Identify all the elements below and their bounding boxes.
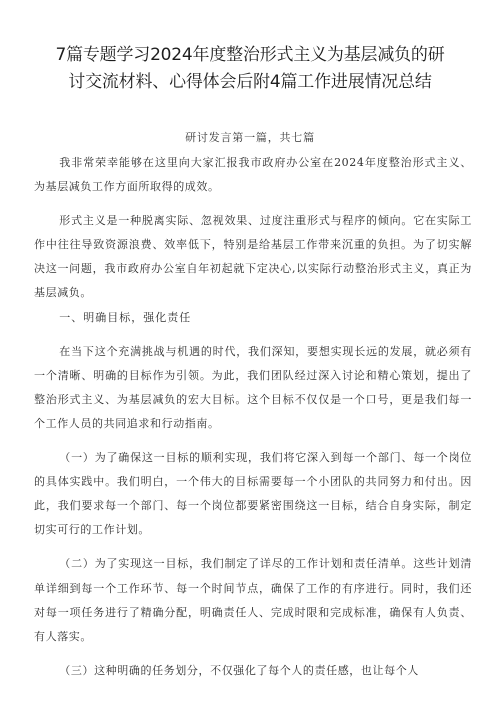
- section-paragraph: （三）这种明确的任务划分，不仅强化了每个人的责任感，也让每个人: [59, 663, 419, 677]
- section-heading: 一、明确目标，强化责任: [59, 310, 192, 324]
- section-paragraph: （一）为了确保这一目标的顺利实现，我们将它深入到每一个部门、每一个岗位的具体实践中。我们明白，一个伟大的目标需要每一个小团队的共同努力和付出。因此，我们要求每一个部门、每一个岗位都要紧密围绕这一目标，结合自身实际，制定切实可行的工作计划。: [34, 451, 472, 537]
- section-subtitle: 研讨发言第一篇，共七篇: [185, 131, 315, 144]
- intro-paragraph: 我非常荣幸能够在这里向大家汇报我市政府办公室在2024年度整治形式主义、为基层减负工作方面所取得的成效。: [34, 156, 472, 194]
- document-title-line-1: 7篇专题学习2024年度整治形式主义为基层减负的研: [55, 45, 445, 65]
- section-paragraph: （二）为了实现这一目标，我们制定了详尽的工作计划和责任清单。这些计划清单详细到每一个工作环节、每一个时间节点，确保了工作的有序进行。同时，我们还对每一项任务进行了精确分配，明确责任人、完成时限和完成标准，确保有人负责、有人落实。: [34, 557, 472, 643]
- intro-paragraph: 形式主义是一种脱离实际、忽视效果、过度注重形式与程序的倾向。它在实际工作中往往导致资源浪费、效率低下，特别是给基层工作带来沉重的负担。为了切实解决这一问题，我市政府办公室自年初起就下定决心,以实际行动整治形式主义，真正为基层减负。: [34, 214, 472, 300]
- section-paragraph: 在当下这个充满挑战与机遇的时代，我们深知，要想实现长远的发展，就必须有一个清晰、明确的目标作为引领。为此，我们团队经过深入讨论和精心策划，提出了整治形式主义、为基层减负的宏大目标。这个目标不仅仅是一个口号，更是我们每一个工作人员的共同追求和行动指南。: [34, 344, 472, 430]
- document-body: [34, 151, 472, 683]
- document-title-line-2: 讨交流材料、心得体会后附4篇工作进展情况总结: [68, 72, 432, 92]
